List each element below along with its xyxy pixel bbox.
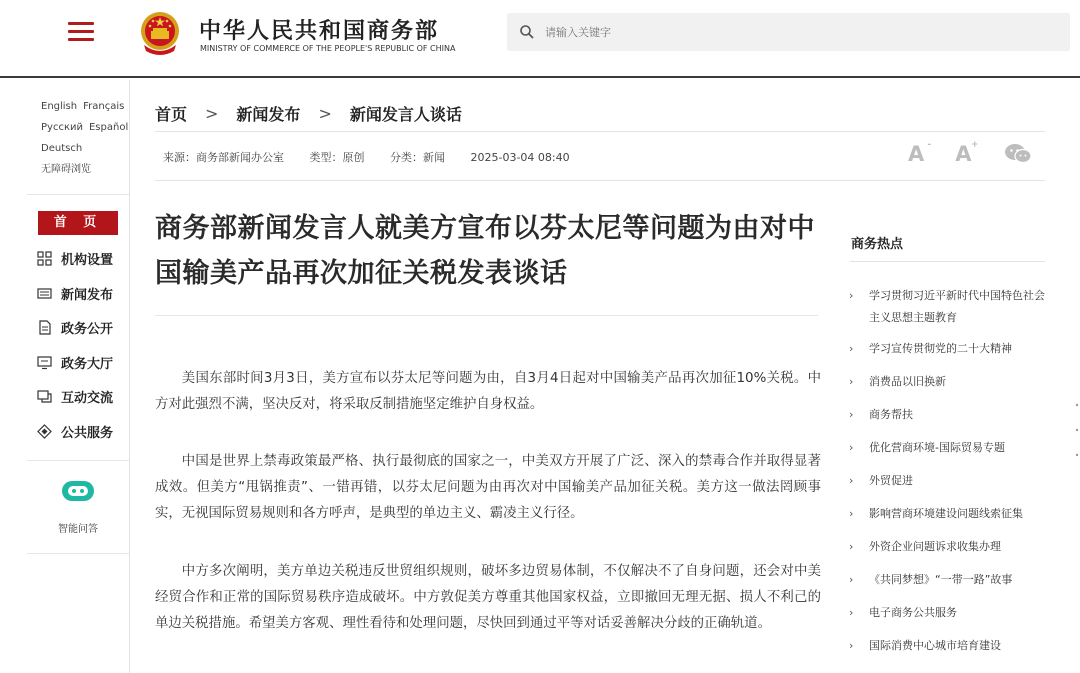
site-header <box>0 0 1080 78</box>
article-tools <box>908 142 1032 166</box>
hot-topic-item[interactable] <box>849 371 1049 393</box>
wechat-share-icon[interactable] <box>1004 143 1032 165</box>
chevron-right-icon: › <box>849 507 854 520</box>
hot-topic-label: 外贸促进 <box>869 474 913 487</box>
nav-item-news[interactable] <box>37 282 113 304</box>
divider <box>155 131 1045 132</box>
lang-russian[interactable]: Русский <box>41 122 83 133</box>
hot-topic-label: 《共同梦想》“一带一路”故事 <box>869 573 1013 586</box>
font-increase-label: A <box>955 142 972 166</box>
nav-label: 互动交流 <box>61 390 114 406</box>
hot-topic-item[interactable] <box>849 338 1049 360</box>
meta-source: 来源：商务部新闻办公室 <box>163 151 284 164</box>
meta-type: 类型：原创 <box>309 151 365 164</box>
divider <box>155 180 1045 181</box>
article-title: 商务部新闻发言人就美方宣布以芬太尼等问题为由对中国输美产品再次加征关税发表谈话 <box>155 213 815 289</box>
nav-label: 政务公开 <box>61 321 114 337</box>
hot-topic-label: 学习宣传贯彻党的二十大精神 <box>869 342 1012 355</box>
hot-topics-title: 商务热点 <box>851 237 904 252</box>
hot-topic-label: 影响营商环境建设问题线索征集 <box>869 507 1023 520</box>
national-emblem-icon <box>136 9 184 57</box>
monitor-icon <box>37 355 52 370</box>
chat-icon <box>37 389 52 404</box>
lang-spanish[interactable]: Español <box>88 122 129 133</box>
divider <box>27 553 129 554</box>
chevron-right-icon: › <box>849 289 854 302</box>
hot-topic-label: 电子商务公共服务 <box>869 606 957 619</box>
hot-topic-label: 外资企业问题诉求收集办理 <box>869 540 1001 553</box>
lang-english[interactable]: English <box>41 101 78 112</box>
chevron-right-icon: › <box>849 375 854 388</box>
chevron-right-icon: › <box>849 639 854 652</box>
nav-item-service-hall[interactable] <box>37 351 113 373</box>
font-decrease-label: A <box>908 142 925 166</box>
site-subtitle: MINISTRY OF COMMERCE OF THE PEOPLE'S REPUBLIC OF CHINA <box>200 44 456 53</box>
nav-item-interaction[interactable] <box>37 385 113 407</box>
meta-datetime: 2025-03-04 08:40 <box>470 151 570 164</box>
article-paragraph: 中国是世界上禁毒政策最严格、执行最彻底的国家之一，中美双方开展了广泛、深入的禁毒合作并取得显著成效。但美方“甩锅推责”、一错再错，以芬太尼问题为由再次对中国输美产品加征关税。美方这一做法罔顾事实，无视国际贸易规则和各方呼声，是典型的单边主义、霸凌主义行径。 <box>155 454 821 521</box>
document-icon <box>37 320 52 335</box>
hot-topic-item[interactable] <box>849 285 1049 329</box>
service-icon <box>37 424 52 439</box>
site-title[interactable]: 中华人民共和国商务部 <box>199 19 440 44</box>
accessibility-link[interactable]: 无障碍浏览 <box>41 164 91 175</box>
hot-topic-item[interactable] <box>849 503 1049 525</box>
article-meta <box>163 149 592 165</box>
hot-topic-label: 学习贯彻习近平新时代中国特色社会主义思想主题教育 <box>869 289 1045 324</box>
grid-icon <box>37 251 52 266</box>
nav-item-gov-affairs[interactable] <box>37 316 113 338</box>
ai-assistant-button[interactable] <box>27 478 129 535</box>
nav-label: 新闻发布 <box>61 287 114 303</box>
chevron-right-icon: > <box>205 104 219 123</box>
hot-topic-label: 消费品以旧换新 <box>869 375 946 388</box>
nav-item-organization[interactable] <box>37 247 113 269</box>
hot-topic-item[interactable] <box>849 404 1049 426</box>
chevron-right-icon: › <box>849 342 854 355</box>
nav-label: 公共服务 <box>61 425 114 441</box>
nav-label: 政务大厅 <box>61 356 114 372</box>
left-sidebar <box>27 80 130 673</box>
divider <box>27 460 129 461</box>
hot-topic-item[interactable] <box>849 536 1049 558</box>
chevron-right-icon: › <box>849 606 854 619</box>
divider <box>155 315 818 316</box>
divider <box>27 194 129 195</box>
hot-topic-item[interactable] <box>849 437 1049 459</box>
chevron-right-icon: › <box>849 441 854 454</box>
robot-icon <box>60 478 96 504</box>
chevron-right-icon: › <box>849 573 854 586</box>
hot-topic-item[interactable] <box>849 635 1049 657</box>
breadcrumb-news[interactable]: 新闻发布 <box>236 105 301 124</box>
meta-category: 分类：新闻 <box>390 151 445 164</box>
search-input[interactable] <box>545 13 1045 51</box>
ai-assistant-label: 智能问答 <box>58 524 98 535</box>
chevron-right-icon: › <box>849 408 854 421</box>
article-paragraph: 中方多次阐明，美方单边关税违反世贸组织规则，破坏多边贸易体制，不仅解决不了自身问题，还会对中美经贸合作和正常的国际贸易秩序造成破坏。中方敦促美方尊重其他国家权益，立即撤回无理无据、损人不利己的单边关税措施。希望美方客观、理性看待和处理问题，尽快回到通过平等对话妥善解决分歧的正确轨道。 <box>155 564 821 631</box>
hot-topic-item[interactable] <box>849 602 1049 624</box>
divider <box>850 261 1045 262</box>
font-increase-button[interactable]: A + <box>955 140 979 166</box>
nav-label: 机构设置 <box>61 252 114 268</box>
hot-topic-label: 优化营商环境-国际贸易专题 <box>869 441 1005 454</box>
language-switcher <box>41 96 129 180</box>
hot-topic-item[interactable] <box>849 470 1049 492</box>
menu-icon[interactable] <box>68 22 94 42</box>
breadcrumb-home[interactable]: 首页 <box>155 105 188 124</box>
scrollbar-dots[interactable] <box>1074 400 1080 460</box>
search-box[interactable] <box>507 13 1070 51</box>
hot-topic-label: 商务帮扶 <box>869 408 913 421</box>
font-decrease-button[interactable]: A - <box>908 140 932 166</box>
search-icon[interactable] <box>519 24 535 40</box>
nav-item-public-service[interactable] <box>37 420 113 442</box>
chevron-right-icon: > <box>318 104 332 123</box>
hot-topic-label: 国际消费中心城市培育建设 <box>869 639 1001 652</box>
chevron-right-icon: › <box>849 474 854 487</box>
hot-topic-item[interactable] <box>849 569 1049 591</box>
lang-german[interactable]: Deutsch <box>41 143 83 154</box>
news-icon <box>37 286 52 301</box>
chevron-right-icon: › <box>849 540 854 553</box>
article-paragraph: 美国东部时间3月3日，美方宣布以芬太尼等问题为由，自3月4日起对中国输美产品再次加征10%关税。中方对此强烈不满，坚决反对，将采取反制措施坚定维护自身权益。 <box>155 371 821 412</box>
lang-french[interactable]: Français <box>83 101 125 112</box>
home-button[interactable]: 首 页 <box>38 211 118 235</box>
breadcrumb-spokesperson[interactable]: 新闻发言人谈话 <box>349 105 462 124</box>
breadcrumb <box>155 102 462 125</box>
